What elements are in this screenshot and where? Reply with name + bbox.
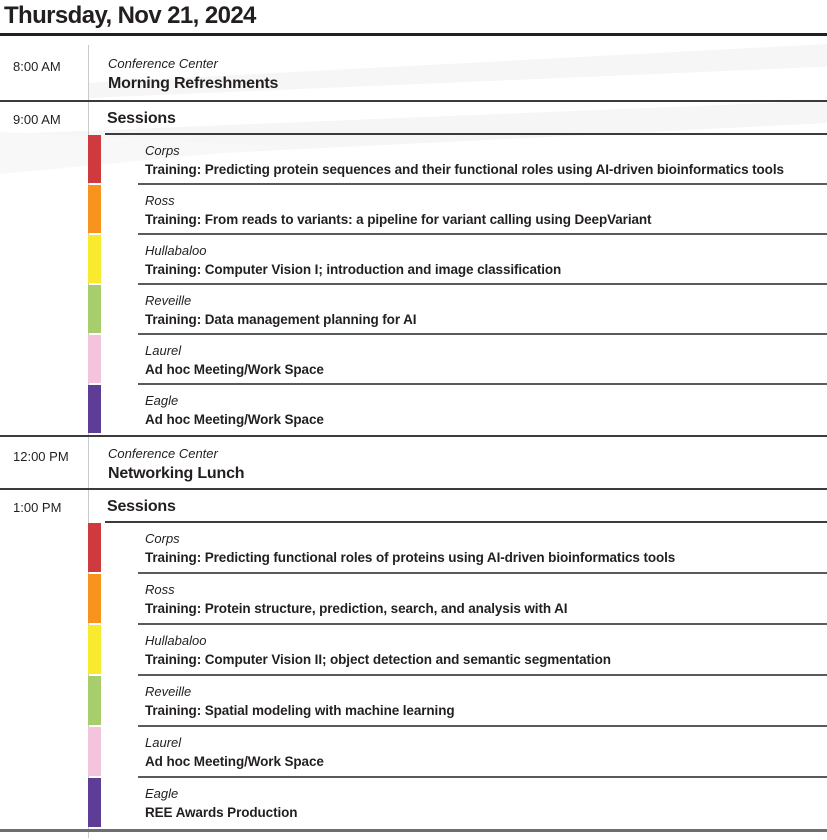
session-title: Ad hoc Meeting/Work Space	[145, 362, 324, 377]
time-label: 8:00 AM	[13, 59, 61, 74]
session-body	[145, 335, 827, 377]
room-name: Ross	[145, 582, 175, 597]
room-color-bar	[88, 778, 101, 827]
session-row	[0, 335, 827, 385]
session-title: Training: Spatial modeling with machine learning	[145, 703, 455, 718]
room-color-bar	[88, 135, 101, 183]
session-body	[145, 135, 827, 177]
session-title: Training: Predicting functional roles of proteins using AI-driven bioinformatics tools	[145, 550, 676, 565]
session-row	[0, 523, 827, 574]
session-row	[0, 574, 827, 625]
room-name: Reveille	[145, 293, 192, 308]
session-body	[145, 185, 827, 227]
session-title: Training: Protein structure, prediction, search, and analysis with AI	[145, 601, 568, 616]
room-color-bar	[88, 727, 101, 776]
room-color-bar	[88, 385, 101, 433]
page-title: Thursday, Nov 21, 2024	[0, 0, 827, 36]
sessions-header-morning	[0, 102, 827, 135]
session-body	[145, 676, 827, 718]
event-location: Conference Center	[108, 446, 218, 461]
bottom-rule	[0, 829, 827, 840]
session-title: Training: Computer Vision II; object detection and semantic segmentation	[145, 652, 611, 667]
time-label: 1:00 PM	[13, 500, 62, 515]
afternoon-sessions-list	[0, 523, 827, 829]
sessions-heading: Sessions	[107, 110, 176, 127]
room-color-bar	[88, 574, 101, 623]
room-name: Laurel	[145, 735, 182, 750]
room-name: Ross	[145, 193, 175, 208]
morning-sessions-list	[0, 135, 827, 435]
event-location: Conference Center	[108, 56, 218, 71]
session-title: Ad hoc Meeting/Work Space	[145, 412, 324, 427]
session-title: Training: Predicting protein sequences and their functional roles using AI-driven bioinformatics tools	[145, 162, 784, 177]
event-row-morning-refreshments	[0, 47, 827, 102]
event-title: Morning Refreshments	[108, 75, 279, 92]
session-body	[145, 285, 827, 327]
time-label: 12:00 PM	[13, 449, 69, 464]
room-color-bar	[88, 676, 101, 725]
session-row	[0, 285, 827, 335]
session-body	[145, 523, 827, 565]
session-body	[145, 778, 827, 820]
room-color-bar	[88, 523, 101, 572]
event-row-networking-lunch	[0, 435, 827, 490]
session-row	[0, 235, 827, 285]
event-body	[88, 47, 278, 100]
session-body	[145, 727, 827, 769]
session-row	[0, 778, 827, 829]
session-title: REE Awards Production	[145, 805, 298, 820]
session-row	[0, 625, 827, 676]
room-color-bar	[88, 625, 101, 674]
time-label: 9:00 AM	[13, 112, 61, 127]
room-name: Reveille	[145, 684, 192, 699]
session-title: Ad hoc Meeting/Work Space	[145, 754, 324, 769]
room-color-bar	[88, 235, 101, 283]
session-title: Training: Data management planning for AI	[145, 312, 417, 327]
sessions-header-afternoon	[0, 490, 827, 523]
session-row	[0, 676, 827, 727]
room-name: Corps	[145, 143, 180, 158]
session-title: Training: Computer Vision I; introduction and image classification	[145, 262, 562, 277]
session-row	[0, 185, 827, 235]
sessions-heading: Sessions	[107, 498, 176, 515]
room-name: Corps	[145, 531, 180, 546]
session-body	[145, 574, 827, 616]
session-body	[145, 625, 827, 667]
room-name: Eagle	[145, 393, 179, 408]
session-row	[0, 727, 827, 778]
room-name: Eagle	[145, 786, 179, 801]
room-color-bar	[88, 285, 101, 333]
session-body	[145, 385, 827, 427]
session-row	[0, 135, 827, 185]
room-color-bar	[88, 185, 101, 233]
room-name: Hullabaloo	[145, 243, 207, 258]
event-body	[88, 437, 244, 488]
spacer	[0, 36, 827, 47]
room-name: Laurel	[145, 343, 182, 358]
room-name: Hullabaloo	[145, 633, 207, 648]
event-title: Networking Lunch	[108, 465, 245, 482]
session-row	[0, 385, 827, 435]
room-color-bar	[88, 335, 101, 383]
session-body	[145, 235, 827, 277]
session-title: Training: From reads to variants: a pipeline for variant calling using DeepVariant	[145, 212, 652, 227]
